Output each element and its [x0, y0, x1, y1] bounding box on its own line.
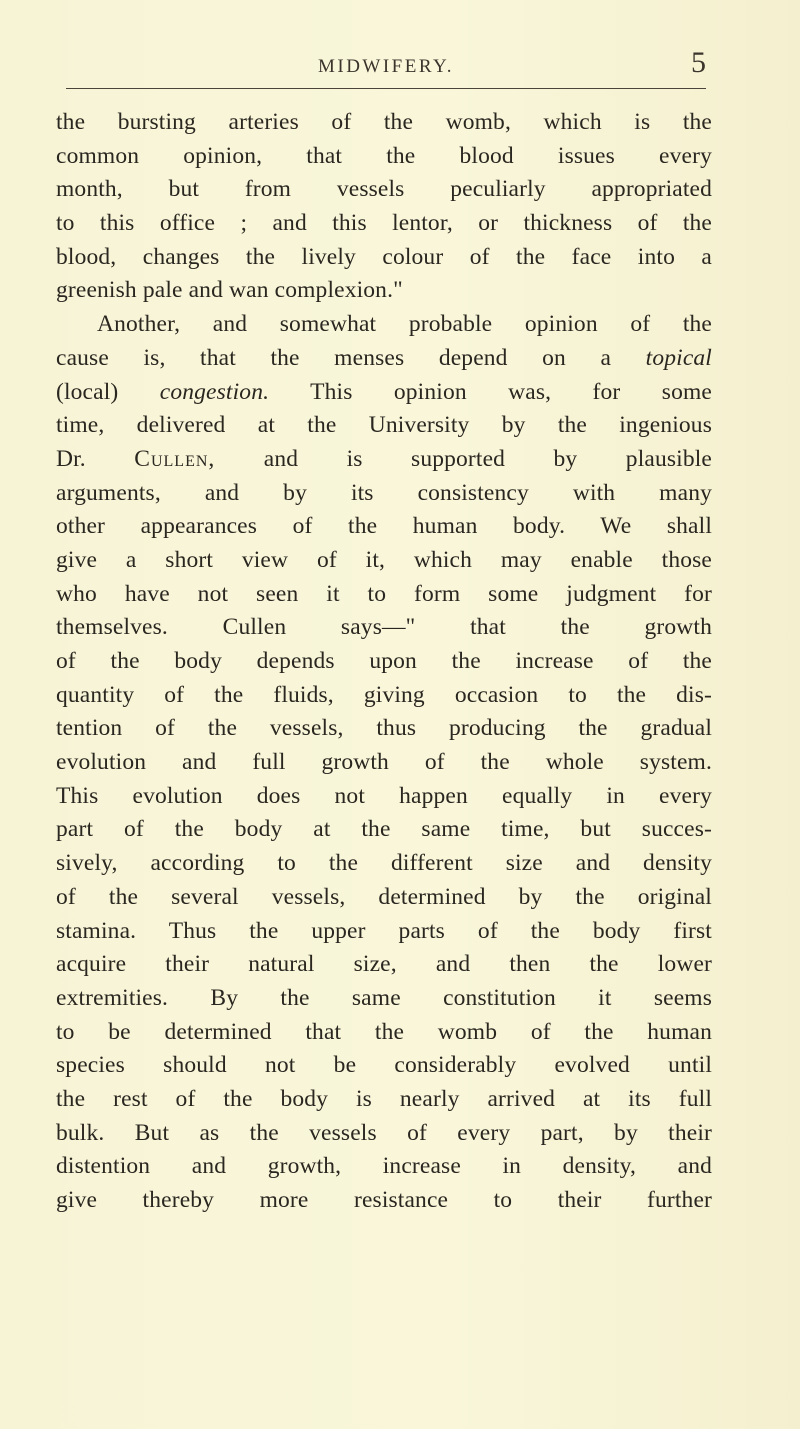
text-line: This evolution does not happen equally in every	[56, 782, 712, 809]
running-head	[66, 46, 706, 92]
text-line: distention and growth, increase in density, and	[56, 1153, 712, 1180]
text-line: blood, changes the lively colour of the face into a	[56, 243, 712, 270]
text-line: greenish pale and wan complexion."	[56, 277, 403, 304]
italic-term-congestion: congestion.	[159, 378, 270, 405]
text-line: part of the body at the same time, but succes-	[56, 816, 712, 843]
italic-term-topical: topical	[645, 344, 712, 371]
author-name-cullen: Cullen,	[134, 445, 216, 472]
text-line: the rest of the body is nearly arrived at its full	[56, 1085, 712, 1112]
text-line: give a short view of it, which may enable those	[56, 546, 712, 573]
header-rule	[66, 88, 706, 89]
text-line: quantity of the fluids, giving occasion to the dis-	[56, 681, 712, 708]
text-line: give thereby more resistance to their further	[56, 1187, 712, 1213]
text-line: to be determined that the womb of the human	[56, 1018, 712, 1045]
text-line: themselves. Cullen says—" that the growth	[56, 614, 712, 641]
text-line: (local) congestion. This opinion was, for some	[56, 378, 713, 405]
text-line: common opinion, that the blood issues every	[56, 142, 712, 169]
text-line: evolution and full growth of the whole system.	[56, 749, 712, 776]
text-line: other appearances of the human body. We shall	[56, 513, 712, 540]
text-line: bulk. But as the vessels of every part, by their	[56, 1119, 712, 1146]
text-line: cause is, that the menses depend on a topical	[56, 344, 712, 371]
text-line: who have not seen it to form some judgment for	[56, 580, 712, 607]
text-line: arguments, and by its consistency with many	[56, 479, 712, 506]
text-line: extremities. By the same constitution it seems	[56, 984, 712, 1011]
text-line: time, delivered at the University by the ingenious	[56, 412, 712, 439]
text-line: tention of the vessels, thus producing the gradual	[56, 715, 712, 742]
text-line: to this office ; and this lentor, or thickness of the	[56, 210, 712, 237]
text-line: month, but from vessels peculiarly appropriated	[56, 176, 712, 203]
paragraph-start-line: Another, and somewhat probable opinion of the	[97, 311, 712, 338]
text-line: the bursting arteries of the womb, which is the	[56, 109, 712, 135]
text-line: Dr. Cullen, and is supported by plausible	[56, 445, 712, 472]
running-head-title: MIDWIFERY.	[317, 56, 455, 77]
text-line: acquire their natural size, and then the lower	[56, 951, 712, 978]
text-line: sively, according to the different size and density	[56, 850, 712, 877]
body-text	[56, 106, 712, 1218]
text-line: stamina. Thus the upper parts of the body first	[56, 917, 712, 944]
text-line: species should not be considerably evolved until	[56, 1052, 712, 1079]
text-line: of the several vessels, determined by the original	[56, 883, 712, 910]
text-line: of the body depends upon the increase of the	[56, 648, 712, 674]
page-number: 5	[691, 46, 706, 79]
